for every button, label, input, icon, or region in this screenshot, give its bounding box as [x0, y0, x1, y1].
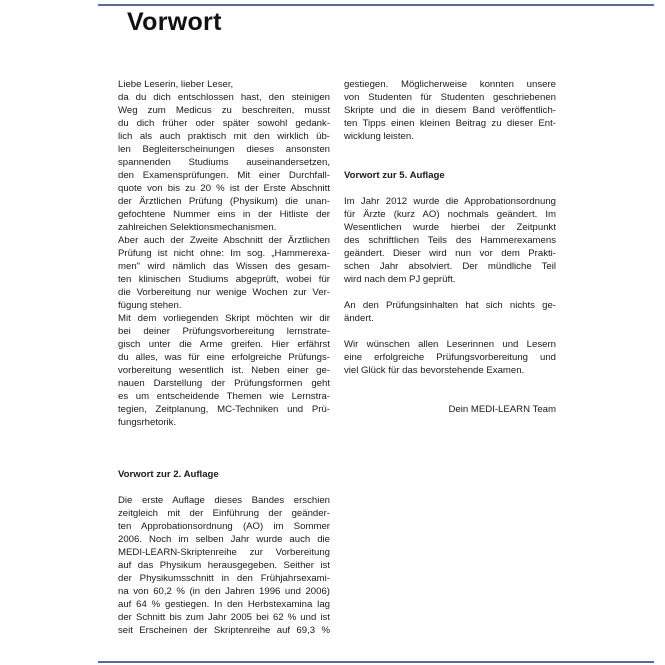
text-line: seit Erscheinen der Skriptenreihe auf 69,3 % [118, 625, 330, 636]
auflage-2-section [118, 494, 330, 637]
text-line: 2006. Noch im selben Jahr wurde auch die [118, 534, 330, 545]
text-line: fungsrhetorik. [118, 417, 177, 428]
text-line: von Studenten für Studenten geschriebenen [344, 92, 556, 103]
text-line: da du dich entschlossen hast, den steinigen [118, 92, 330, 103]
text-line: An den Prüfungsinhalten hat sich nichts ge- [344, 300, 556, 311]
signature: Dein MEDI-LEARN Team [448, 404, 556, 415]
text-line: gefochtene Nummer eins in der Hitliste der [118, 209, 330, 220]
heading-auflage-5: Vorwort zur 5. Auflage [344, 170, 445, 181]
text-line: wicklung leisten. [344, 131, 414, 142]
intro-section [118, 78, 330, 429]
text-line: nauen Darstellung der Prüfungsformen geht [118, 378, 330, 389]
text-line: ten klinischen Studiums abgeprüft, wobei für [118, 274, 330, 285]
text-line: lich als auch praktisch mit den wirklich üb- [118, 131, 330, 142]
text-line: Liebe Leserin, lieber Leser, [118, 79, 234, 90]
text-line: quote von bis zu 20 % ist der Erste Abschnitt [118, 183, 330, 194]
text-line: Prüfung ist nicht ohne: Im sog. „Hammerexa- [118, 248, 330, 259]
page-title: Vorwort [127, 8, 222, 36]
text-line: du dich früher oder später sowohl gedank- [118, 118, 330, 129]
text-line: du alles, was für eine erfolgreiche Prüfungs- [118, 352, 330, 363]
top-rule [98, 4, 654, 6]
text-line: der Physikumsschnitt in den Frühjahrsexami- [118, 573, 330, 584]
text-line: vorbereitung wesentlich ist. Neben einer ge- [118, 365, 330, 376]
text-line: ten Tipps einen kleinen Beitrag zu dieser Ent- [344, 118, 556, 129]
text-line: Im Jahr 2012 wurde die Approbationsordnung [344, 196, 556, 207]
text-line: Weg zum Medicus zu beschreiten, musst [118, 105, 330, 116]
right-column [344, 78, 556, 416]
text-line: bei deiner Prüfungsvorbereitung lernstrate- [118, 326, 330, 337]
text-line: der Schnitt bis zum Jahr 2005 bei 62 % und ist [118, 612, 330, 623]
text-line: spannenden Studiums auseinandersetzen, [118, 157, 330, 168]
text-line: die Vorbereitung nur wenige Wochen zur Ver- [118, 287, 330, 298]
text-line: len Begleiterscheinungen dieses ansonsten [118, 144, 330, 155]
wishes-section [344, 338, 556, 377]
text-line: Aber auch der Zweite Abschnitt der Ärztlichen [118, 235, 330, 246]
bottom-rule [98, 661, 654, 663]
text-line: fügung stehen. [118, 300, 182, 311]
text-line: es um entscheidende Themen wie Lernstra- [118, 391, 330, 402]
text-line: auf das Physikum herausgegeben. Seither ist [118, 560, 330, 571]
text-line: zahlreichen Selektionsmechanismen. [118, 222, 277, 233]
text-line: schen Jahr absolviert. Der mündliche Teil [344, 261, 556, 272]
left-column [118, 78, 330, 637]
text-line: Wir wünschen allen Leserinnen und Lesern [344, 339, 556, 350]
text-line: des schriftlichen Teils des Hammerexamens [344, 235, 556, 246]
text-line: zeitgleich mit der Einführung der geänder- [118, 508, 330, 519]
heading-auflage-2: Vorwort zur 2. Auflage [118, 469, 219, 480]
text-line: Mit dem vorliegenden Skript möchten wir dir [118, 313, 330, 324]
text-line: geändert. Dieser wird nun vor dem Prakti- [344, 248, 556, 259]
text-line: tegien, Zeitplanung, MC-Techniken und Prü- [118, 404, 330, 415]
text-line: men" wird nämlich das Wissen des gesam- [118, 261, 330, 272]
text-line: Wesentlichen wurde hierbei der Zeitpunkt [344, 222, 556, 233]
text-line: na von 60,2 % (in den Jahren 1996 und 2006) [118, 586, 330, 597]
content-section [344, 299, 556, 325]
text-line: gisch unter die Arme greifen. Hier erfährst [118, 339, 330, 350]
text-line: für Ärzte (kurz AO) nochmals geändert. Im [344, 209, 556, 220]
text-line: wird nach dem PJ geprüft. [344, 274, 456, 285]
auflage-5-section [344, 195, 556, 286]
text-line: ten Approbationsordnung (AO) im Sommer [118, 521, 330, 532]
text-line: Skripte und die in diesem Band veröffentlich- [344, 105, 556, 116]
text-line: MEDI-LEARN-Skriptenreihe zur Vorbereitung [118, 547, 330, 558]
text-line: ändert. [344, 313, 374, 324]
text-line: den Examensprüfungen. Mit einer Durchfall- [118, 170, 330, 181]
text-line: der Ärztlichen Prüfung (Physikum) die unan- [118, 196, 330, 207]
text-line: Die erste Auflage dieses Bandes erschien [118, 495, 330, 506]
text-line: viel Glück für das bevorstehende Examen. [344, 365, 525, 376]
text-line: eine erfolgreiche Prüfungsvorbereitung und [344, 352, 556, 363]
text-line: auf 64 % gestiegen. In den Herbstexamina lag [118, 599, 330, 610]
text-line: gestiegen. Möglicherweise konnten unsere [344, 79, 556, 90]
continued-section [344, 78, 556, 143]
